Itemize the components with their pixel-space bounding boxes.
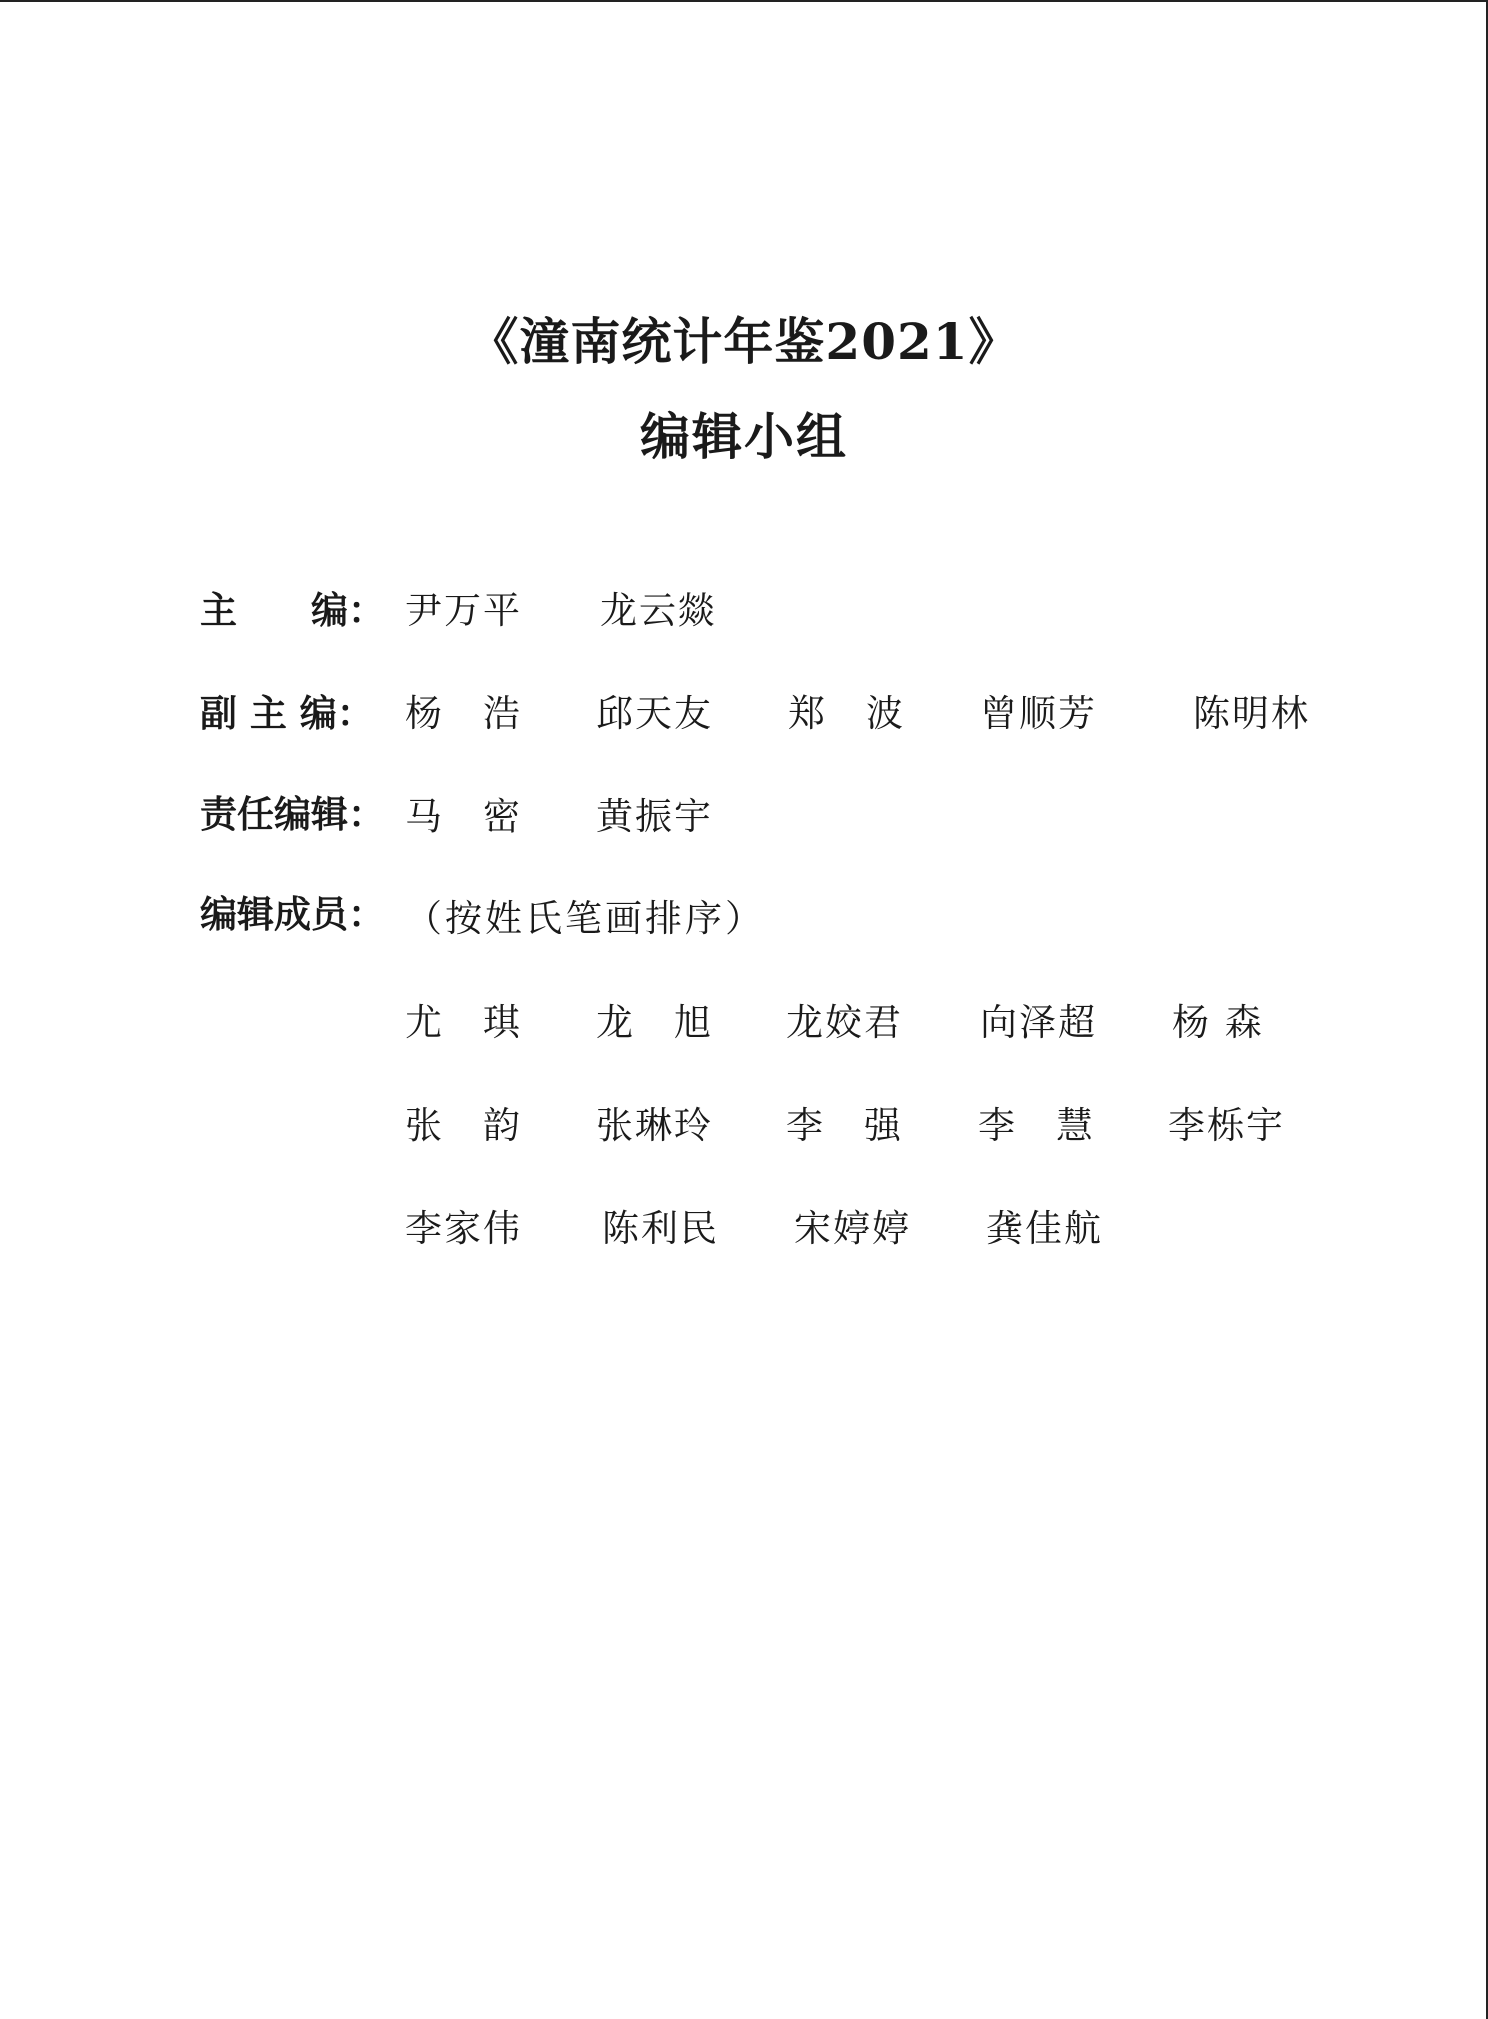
members-sort-note: （按姓氏笔画排序）: [405, 897, 765, 940]
deputy-editor-name: 曾顺芳: [980, 692, 1097, 735]
document-subtitle: 编辑小组: [640, 407, 848, 466]
member-name: 张琳玲: [596, 1104, 713, 1147]
member-name: 龚佳航: [986, 1207, 1103, 1250]
member-name: 陈利民: [602, 1207, 719, 1250]
document-title: 《潼南统计年鉴2021》: [468, 312, 1020, 371]
member-name: 李家伟: [405, 1207, 522, 1250]
chief-editor-name: 尹万平: [405, 589, 522, 632]
members-label: 编辑成员：: [200, 893, 385, 936]
member-name: 张 韵: [405, 1104, 522, 1147]
member-name: 尤 琪: [405, 1001, 522, 1044]
responsible-editor-label: 责任编辑：: [200, 793, 385, 836]
deputy-editor-name: 郑 波: [788, 692, 905, 735]
member-name: 龙姣君: [786, 1001, 903, 1044]
deputy-editor-name: 杨 浩: [405, 692, 522, 735]
member-name: 龙 旭: [596, 1001, 713, 1044]
chief-editor-name: 龙云燚: [600, 589, 717, 632]
member-name: 向泽超: [980, 1001, 1097, 1044]
responsible-editor-name: 黄振宇: [596, 795, 713, 838]
member-name: 杨 森: [1172, 1001, 1264, 1044]
deputy-editor-name: 邱天友: [596, 692, 713, 735]
member-name: 李 慧: [978, 1104, 1095, 1147]
deputy-editor-name: 陈明林: [1193, 692, 1310, 735]
member-name: 李栎宇: [1168, 1104, 1285, 1147]
member-name: 宋婷婷: [794, 1207, 911, 1250]
responsible-editor-name: 马 密: [405, 795, 522, 838]
member-name: 李 强: [786, 1104, 903, 1147]
chief-editor-label: 主 编：: [200, 589, 385, 632]
deputy-editor-label: 副 主 编：: [200, 692, 374, 735]
